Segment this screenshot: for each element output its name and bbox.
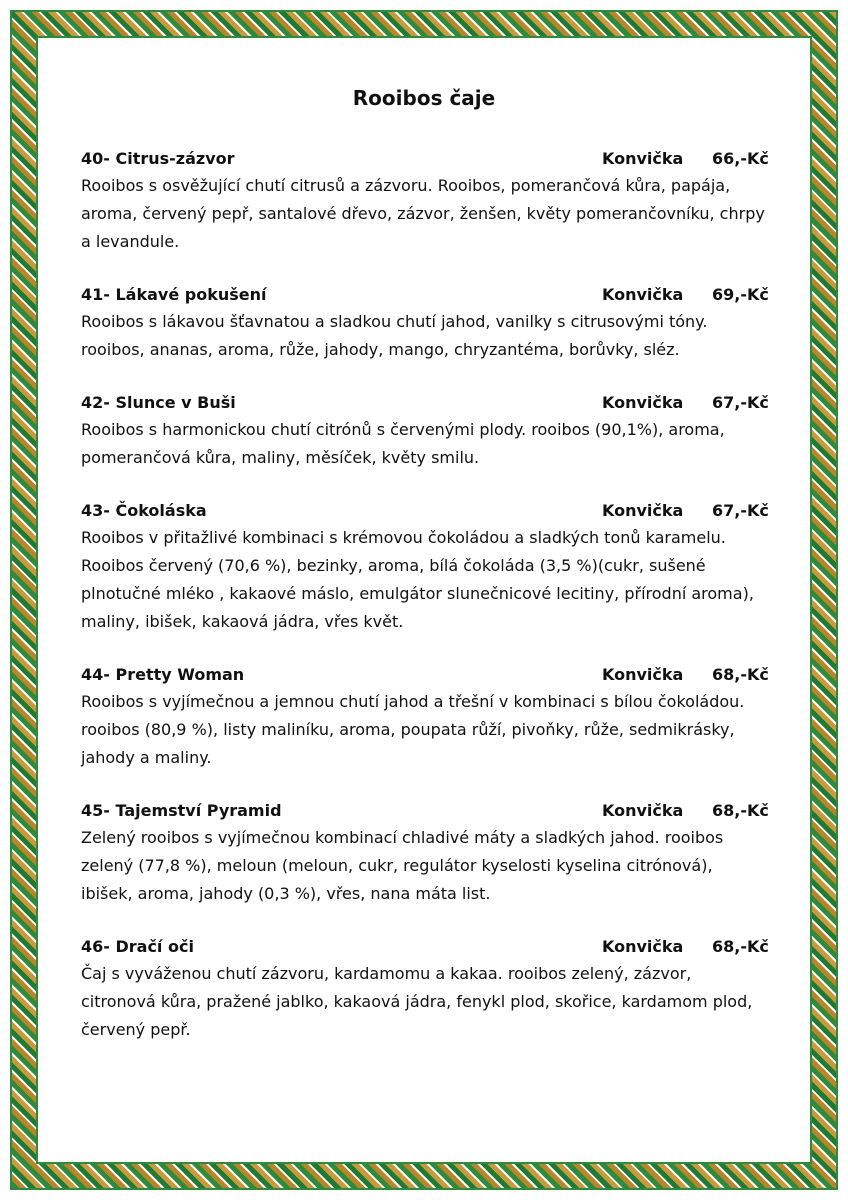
description-line: Rooibos s harmonickou chutí citrónů s červenými plody. rooibos (90,1%), aroma,	[81, 420, 725, 439]
menu-item-price: 67,-Kč	[712, 501, 769, 520]
menu-item-name: 45- Tajemství Pyramid	[81, 801, 282, 820]
description-line: citronová kůra, pražené jablko, kakaová jádra, fenykl plod, skořice, kardamom plod,	[81, 992, 753, 1011]
menu-item-header	[81, 146, 781, 172]
menu-item-unit: Konvička	[602, 665, 684, 684]
menu-item-unit: Konvička	[602, 149, 684, 168]
menu-item-header	[81, 390, 781, 416]
menu-item-header	[81, 498, 781, 524]
menu-item-price: 68,-Kč	[712, 937, 769, 956]
menu-item	[81, 282, 781, 364]
menu-item	[81, 390, 781, 472]
description-line: červený pepř.	[81, 1020, 191, 1039]
menu-item-price: 68,-Kč	[712, 665, 769, 684]
menu-item-header	[81, 282, 781, 308]
menu-item-price: 67,-Kč	[712, 393, 769, 412]
menu-item-unit: Konvička	[602, 285, 684, 304]
description-line: a levandule.	[81, 232, 180, 251]
menu-item-description	[81, 416, 781, 472]
description-line: rooibos (80,9 %), listy maliníku, aroma, poupata růží, pivoňky, růže, sedmikrásky,	[81, 720, 735, 739]
description-line: pomerančová kůra, maliny, měsíček, květy smilu.	[81, 448, 480, 467]
menu-item-name: 46- Dračí oči	[81, 937, 194, 956]
description-line: maliny, ibišek, kakaová jádra, vřes květ.	[81, 612, 404, 631]
description-line: Rooibos červený (70,6 %), bezinky, aroma, bílá čokoláda (3,5 %)(cukr, sušené	[81, 556, 706, 575]
menu-item	[81, 498, 781, 636]
menu-item-description	[81, 524, 781, 636]
description-line: Čaj s vyváženou chutí zázvoru, kardamomu a kakaa. rooibos zelený, zázvor,	[81, 964, 692, 983]
menu-item-price: 69,-Kč	[712, 285, 769, 304]
menu-item	[81, 798, 781, 908]
description-line: jahody a maliny.	[81, 748, 212, 767]
menu-item-description	[81, 960, 781, 1044]
menu-item-unit: Konvička	[602, 937, 684, 956]
menu-item-header	[81, 798, 781, 824]
page-title: Rooibos čaje	[352, 86, 496, 110]
menu-item	[81, 662, 781, 772]
menu-item-name: 44- Pretty Woman	[81, 665, 245, 684]
description-line: Rooibos s vyjímečnou a jemnou chutí jahod a třešní v kombinaci s bílou čokoládou.	[81, 692, 745, 711]
menu-item	[81, 146, 781, 256]
description-line: zelený (77,8 %), meloun (meloun, cukr, regulátor kyselosti kyselina citrónová),	[81, 856, 713, 875]
description-line: plnotučné mléko , kakaové máslo, emulgátor slunečnicové lecitiny, přírodní aroma),	[81, 584, 754, 603]
menu-item	[81, 934, 781, 1044]
menu-item-description	[81, 172, 781, 256]
menu-item-header	[81, 662, 781, 688]
menu-item-unit: Konvička	[602, 501, 684, 520]
description-line: aroma, červený pepř, santalové dřevo, zázvor, ženšen, květy pomerančovníku, chrpy	[81, 204, 765, 223]
description-line: Rooibos s lákavou šťavnatou a sladkou chutí jahod, vanilky s citrusovými tóny.	[81, 312, 708, 331]
description-line: Zelený rooibos s vyjímečnou kombinací chladivé máty a sladkých jahod. rooibos	[81, 828, 724, 847]
menu-item-unit: Konvička	[602, 801, 684, 820]
menu-item-unit: Konvička	[602, 393, 684, 412]
menu-item-name: 41- Lákavé pokušení	[81, 285, 267, 304]
menu-item-name: 40- Citrus-zázvor	[81, 149, 235, 168]
description-line: ibišek, aroma, jahody (0,3 %), vřes, nana máta list.	[81, 884, 491, 903]
menu-item-description	[81, 824, 781, 908]
menu-item-description	[81, 688, 781, 772]
description-line: Rooibos s osvěžující chutí citrusů a zázvoru. Rooibos, pomerančová kůra, papája,	[81, 176, 731, 195]
menu-item-name: 42- Slunce v Buši	[81, 393, 236, 412]
menu-item-description	[81, 308, 781, 364]
menu-item-price: 68,-Kč	[712, 801, 769, 820]
tea-menu-list	[81, 146, 781, 1070]
menu-item-header	[81, 934, 781, 960]
menu-item-price: 66,-Kč	[712, 149, 769, 168]
description-line: rooibos, ananas, aroma, růže, jahody, mango, chryzantéma, borůvky, sléz.	[81, 340, 680, 359]
description-line: Rooibos v přitažlivé kombinaci s krémovou čokoládou a sladkých tonů karamelu.	[81, 528, 726, 547]
menu-item-name: 43- Čokoláska	[81, 501, 207, 520]
